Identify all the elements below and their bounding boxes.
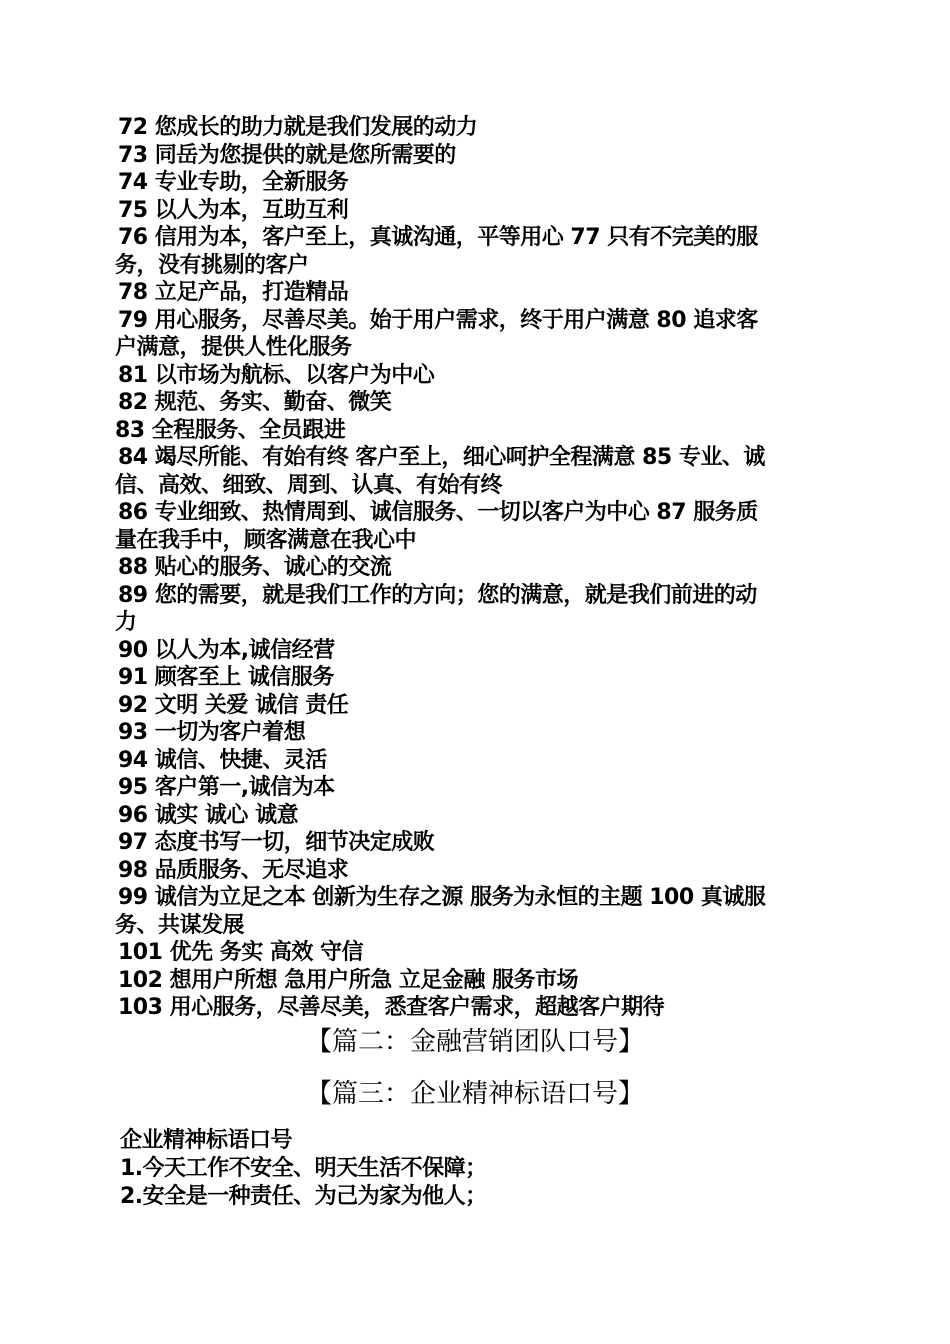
slogan-line: 88 贴心的服务、诚心的交流 [118,555,392,580]
slogan-line: 101 优先 务实 高效 守信 [118,940,364,965]
slogan-line: 96 诚实 诚心 诚意 [118,802,299,828]
slogan-line: 95 客户第一,诚信为本 [118,775,335,800]
slogan-line: 81 以市场为航标、以客户为中心 [118,362,435,388]
slogan-line: 78 立足产品，打造精品 [118,280,349,305]
slogan-line: 93 一切为客户着想 [118,720,306,745]
section-item: 2.安全是一种责任、为己为家为他人； [120,1184,487,1209]
slogan-line-continued: 信、高效、细致、周到、认真、有始有终 [115,472,503,498]
slogan-line-continued: 力 [115,610,137,635]
section-item: 1.今天工作不安全、明天生活不保障； [120,1156,487,1181]
section-title: 企业精神标语口号 [120,1128,293,1153]
slogan-line-continued: 户满意，提供人性化服务 [115,335,352,360]
slogan-line: 72 您成长的助力就是我们发展的动力 [118,115,478,140]
slogan-line: 79 用心服务，尽善尽美。始于用户需求，终于用户满意 80 追求客 [118,307,758,333]
slogan-line: 76 信用为本，客户至上，真诚沟通，平等用心 77 只有不完美的服 [118,225,758,250]
slogan-line-continued: 量在我手中，顾客满意在我心中 [115,527,417,553]
slogan-line: 97 态度书写一切，细节决定成败 [118,830,435,855]
slogan-line: 98 品质服务、无尽追求 [118,857,349,883]
slogan-list [115,114,838,1022]
slogan-line-continued: 务，没有挑剔的客户 [115,252,309,278]
slogan-line: 83 全程服务、全员跟进 [115,417,346,443]
slogan-line: 75 以人为本，互助互利 [118,197,349,223]
slogan-line: 94 诚信、快捷、灵活 [118,747,327,773]
slogan-line: 91 顾客至上 诚信服务 [118,665,334,690]
slogan-line: 86 专业细致、热情周到、诚信服务、一切以客户为中心 87 服务质 [118,500,758,525]
slogan-line: 82 规范、务实、勤奋、微笑 [118,390,392,415]
slogan-line: 90 以人为本,诚信经营 [118,637,335,663]
slogan-line: 84 竭尽所能、有始有终 客户至上，细心呵护全程满意 85 专业、诚 [118,445,765,470]
slogan-line: 74 专业专助，全新服务 [118,170,349,195]
slogan-line: 99 诚信为立足之本 创新为生存之源 服务为永恒的主题 100 真诚服 [118,885,766,910]
slogan-line: 92 文明 关爱 诚信 责任 [118,692,349,718]
slogan-line: 73 同岳为您提供的就是您所需要的 [118,142,456,168]
enterprise-slogan-section [120,1127,840,1211]
slogan-line: 102 想用户所想 急用户所急 立足金融 服务市场 [118,967,579,993]
slogan-line-continued: 务、共谋发展 [115,912,245,938]
slogan-line: 103 用心服务，尽善尽美，悉查客户需求，超越客户期待 [118,995,665,1020]
section-heading-3: 【篇三：企业精神标语口号】 [305,1079,644,1109]
slogan-line: 89 您的需要，就是我们工作的方向；您的满意，就是我们前进的动 [118,582,757,608]
section-heading-2: 【篇二：金融营销团队口号】 [305,1027,644,1057]
